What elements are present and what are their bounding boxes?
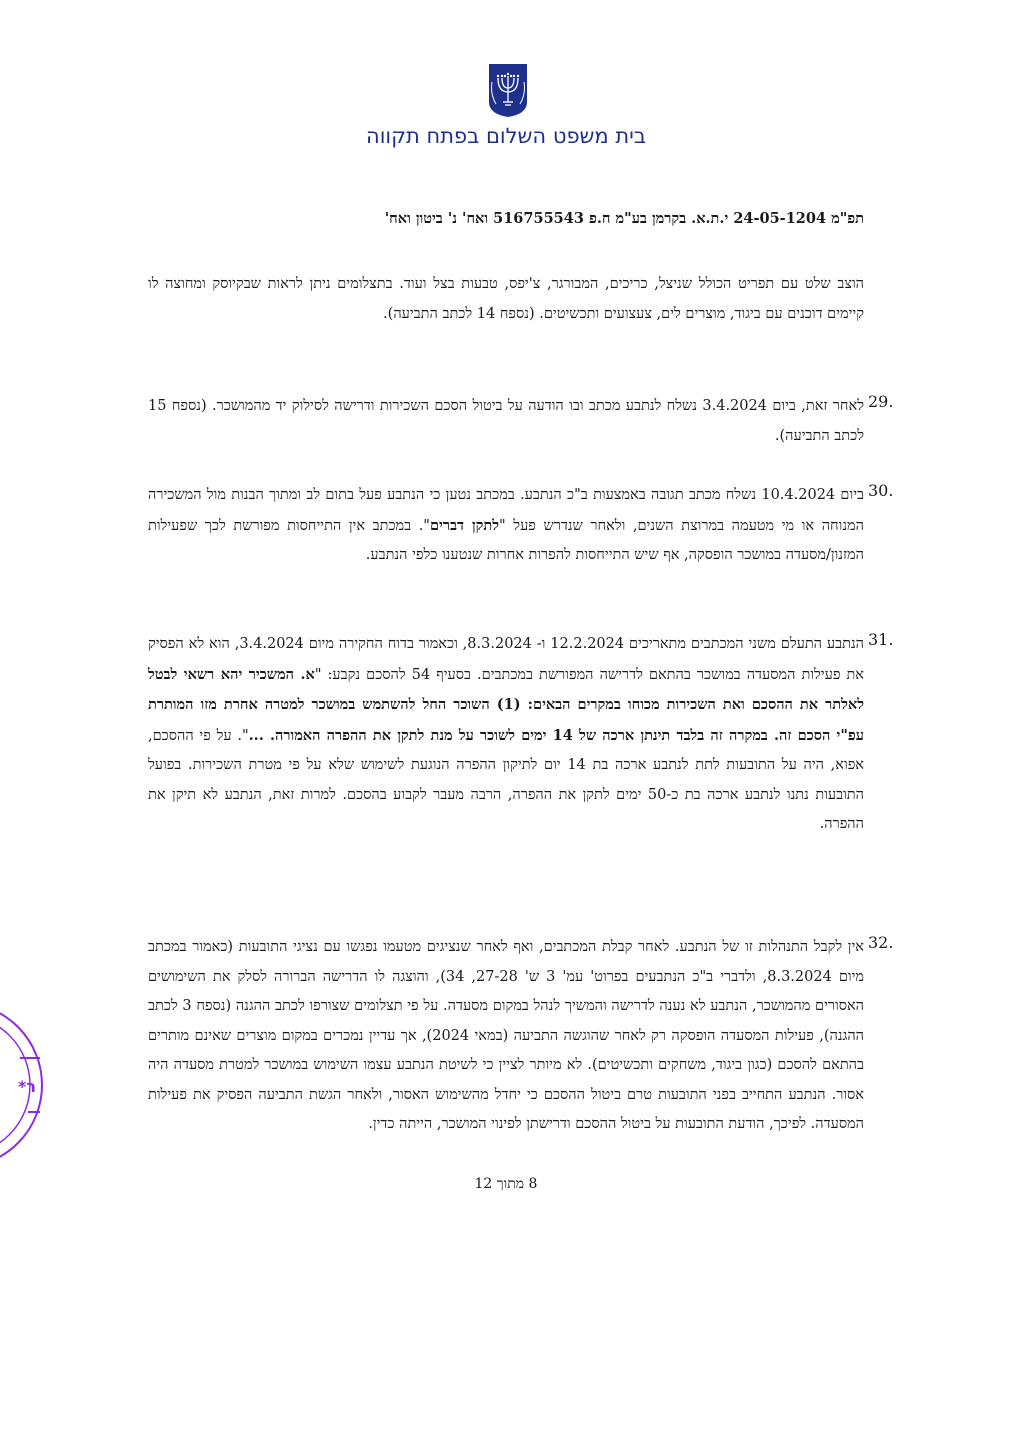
paragraph-text: לאחר זאת, ביום 3.4.2024 נשלח לנתבע מכתב ובו הודעה על ביטול הסכם השכירות ודרישה לסילוק יד מהמושכר. (נספח 15 לכתב התביעה). bbox=[148, 398, 864, 444]
page-number: 8 מתוך 12 bbox=[474, 1176, 538, 1192]
court-stamp-icon bbox=[0, 1000, 46, 1170]
paragraph-31 bbox=[148, 630, 894, 840]
paragraph-29 bbox=[148, 392, 894, 451]
text-segment: ביום 10.4.2024 נשלח מכתב תגובה באמצעות ב"כ הנתבע. במכתב נטען כי הנתבע פעל בתום לב ומתוך הבנות מול המשכירה המנוחה או מי מטעמה במרוצת השנים, ולאחר שנדרש פעל " bbox=[148, 487, 864, 534]
paragraph-number: 30. bbox=[868, 481, 894, 500]
paragraph-30 bbox=[148, 481, 894, 571]
text-segment: ". במכתב אין התייחסות מפורשת לכך שפעילות המזנון/מסעדה במושכר הופסקה, אף שיש התייחסות להפרות אחרות שנטענו כלפי הנתבע. bbox=[148, 517, 864, 563]
paragraph-number: 31. bbox=[868, 630, 894, 649]
svg-text:*ר: *ר bbox=[18, 1077, 37, 1096]
state-emblem-icon bbox=[486, 62, 530, 118]
court-name: בית משפט השלום בפתח תקווה bbox=[365, 124, 647, 148]
bold-quote: א. המשכיר יהא רשאי לבטל לאלתר את ההסכם ואת השכירות מכוחו במקרים הבאים: (1) השוכר החל להשתמש במושכר למטרה אחרת מזו המותרת עפ"י הסכם זה. במקרה זה בלבד תינתן ארכה של 14 ימים לשוכר על מנת לתקן את ההפרה האמורה. ... bbox=[148, 665, 864, 744]
text-segment: הנתבע התעלם משני המכתבים מתאריכים 12.2.2024 ו- 8.3.2024, וכאמור בדוח החקירה מיום 3.4.2024, הוא לא הפסיק את פעילות המסעדה במושכר בהתאם לדרישה המפורשת במכתבים. בסעיף 54 להסכם נקבע: " bbox=[148, 636, 865, 683]
paragraph-text bbox=[148, 481, 864, 571]
bold-quote: לתקן דברים bbox=[429, 516, 500, 534]
paragraph-number: 29. bbox=[868, 392, 894, 411]
paragraph-text: אין לקבל התנהלות זו של הנתבע. לאחר קבלת המכתבים, ואף לאחר שנציגים מטעמו נפגשו עם נציגי התובעות (כאמור במכתב מיום 8.3.2024, ולדברי ב"כ הנתבעים בפרוט' עמ' 3 ש' 27-28, 34), והוצגה לו הדרישה הברורה לסלק את השימושים האסורים מהמושכר, הנתבע לא נענה לדרישה והמשיך לנהל במקום מסעדה. על פי תצלומים שצורפו לכתב ההגנה (נספח 3 לכתב ההגנה), פעילות המסעדה הופסקה רק לאחר שהוגשה התביעה (במאי 2024), אך עדיין נמכרים במקום מוצרים שאינם מותרים בהתאם להסכם (כגון ביגוד, משחקים ותכשיטים). לא מיותר לציין כי לשיטת הנתבע עצמו השימוש במושכר למטרת מסעדה היה אסור. הנתבע התחייב בפני התובעות טרם ביטול ההסכם כי יחדל מהשימוש האסור, ולאחר הגשת התביעה הפסיק את פעילות המסעדה. לפיכך, הודעת התובעות על ביטול ההסכם ודרישתן לפינוי המושכר, הייתה כדין. bbox=[148, 939, 865, 1132]
paragraph-text bbox=[148, 630, 864, 840]
intro-paragraph: הוצב שלט עם תפריט הכולל שניצל, כריכים, המבורגר, צ'יפס, טבעות בצל ועוד. בתצלומים ניתן לראות שבקיוסק ומחוצה לו קיימים דוכנים עם ביגוד, מוצרים לים, צעצועים ותכשיטים. (נספח 14 לכתב התביעה). bbox=[148, 276, 864, 322]
case-header: תפ"מ 24-05-1204 י.ת.א. בקרמן בע"מ ח.פ 516755543 ואח' נ' ביטון ואח' bbox=[384, 210, 864, 227]
paragraph-number: 32. bbox=[868, 933, 894, 952]
text-segment: ". על פי ההסכם, אפוא, היה על התובעות לתת לנתבע ארכה בת 14 יום לתיקון ההפרה הנוגעת לשימוש שלא על פי מטרת השכירות. בפועל התובעות נתנו לנתבע ארכה בת כ-50 ימים לתקן את ההפרה, הרבה מעבר לקבוע בהסכם. למרות זאת, הנתבע לא תיקן את ההפרה. bbox=[148, 727, 865, 832]
paragraph-32 bbox=[148, 933, 894, 1140]
